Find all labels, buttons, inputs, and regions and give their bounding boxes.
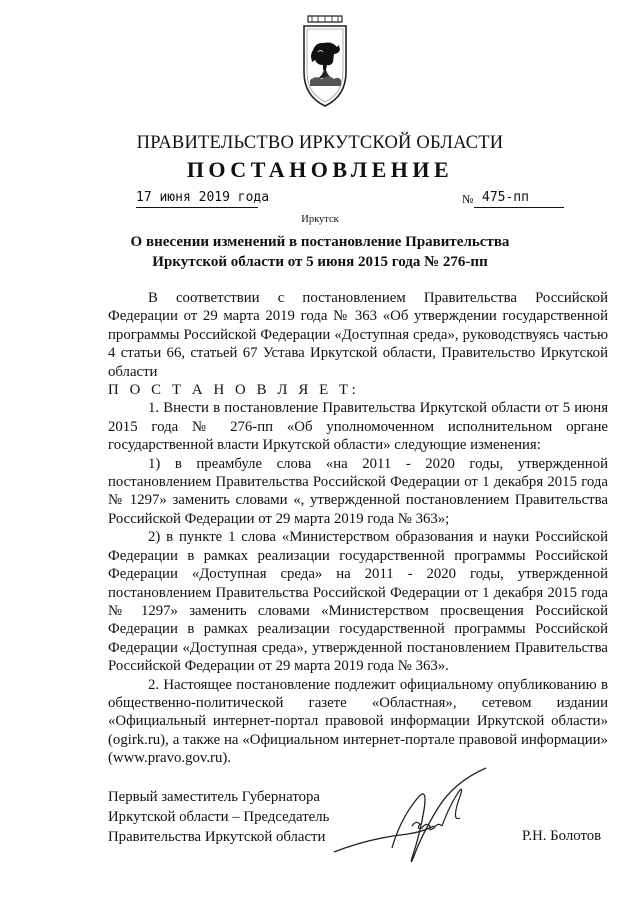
item-1-2-paragraph: 2) в пункте 1 слова «Министерством образования и науки Российской Федерации в рамках реализации государственной программы Российской Федерации «Доступная среда» на 2011 - 2020 годы, утвержденной постановлением Правительства Российской Федерации от 1 декабря 2015 года № 1297» заменить словами «Министерством просвещения Российской Федерации в рамках реализации государственной программы Российской Федерации «Доступная среда», утвержденной постановлением Правительства Российской Федерации от 29 марта 2019 года № 363». xyxy=(108,529,608,675)
document-number: 475-пп xyxy=(482,190,529,205)
position-line-3: Правительства Иркутской области xyxy=(108,829,326,845)
signatory-name: Р.Н. Болотов xyxy=(522,828,602,844)
item-2-paragraph: 2. Настоящее постановление подлежит официальному опубликованию в общественно-политической газете «Областная», сетевом издании «Официальный интернет-портал правовой информации Иркутской области» (ogirk.ru), а также на «Официальном интернет-портале правовой информации» (www.pravo.gov.ru). xyxy=(108,676,608,767)
item-1-paragraph: 1. Внести в постановление Правительства Иркутской области от 5 июня 2015 года № 276-пп «Об уполномоченном исполнительном органе государственной власти Иркутской области» следующие изменения: xyxy=(108,400,608,454)
coat-of-arms-emblem xyxy=(298,12,352,110)
preamble-paragraph: В соответствии с постановлением Правительства Российской Федерации от 29 марта 2019 года № 363 «Об утверждении государственной программы Российской Федерации «Доступная среда», руководствуясь частью 4 статьи 66, статьей 67 Устава Иркутской области, Правительство Иркутской области xyxy=(108,290,608,380)
document-body xyxy=(108,289,608,768)
resolves-heading: П О С Т А Н О В Л Я Е Т: xyxy=(108,382,360,399)
number-underline xyxy=(474,207,564,208)
item-1-1-paragraph: 1) в преамбуле слова «на 2011 - 2020 годы, утвержденной постановлением Правительства Российской Федерации от 1 декабря 2015 года № 1297» заменить словами «, утвержденной постановлением Правительства Российской Федерации от 29 марта 2019 года № 363»; xyxy=(108,455,608,527)
number-sign: № xyxy=(462,192,474,206)
document-date: 17 июня 2019 года xyxy=(136,190,270,205)
handwritten-signature xyxy=(330,760,500,875)
document-city: Иркутск xyxy=(301,214,339,225)
signatory-position xyxy=(108,787,329,847)
document-title: О внесении изменений в постановление Правительства Иркутской области от 5 июня 2015 года № 276-пп xyxy=(130,234,510,270)
position-line-2: Иркутской области – Председатель xyxy=(108,809,330,825)
date-underline xyxy=(136,207,258,208)
position-line-1: Первый заместитель Губернатора xyxy=(108,789,320,805)
government-name: ПРАВИТЕЛЬСТВО ИРКУТСКОЙ ОБЛАСТИ xyxy=(136,133,504,153)
document-type-heading: ПОСТАНОВЛЕНИЕ xyxy=(186,157,454,182)
